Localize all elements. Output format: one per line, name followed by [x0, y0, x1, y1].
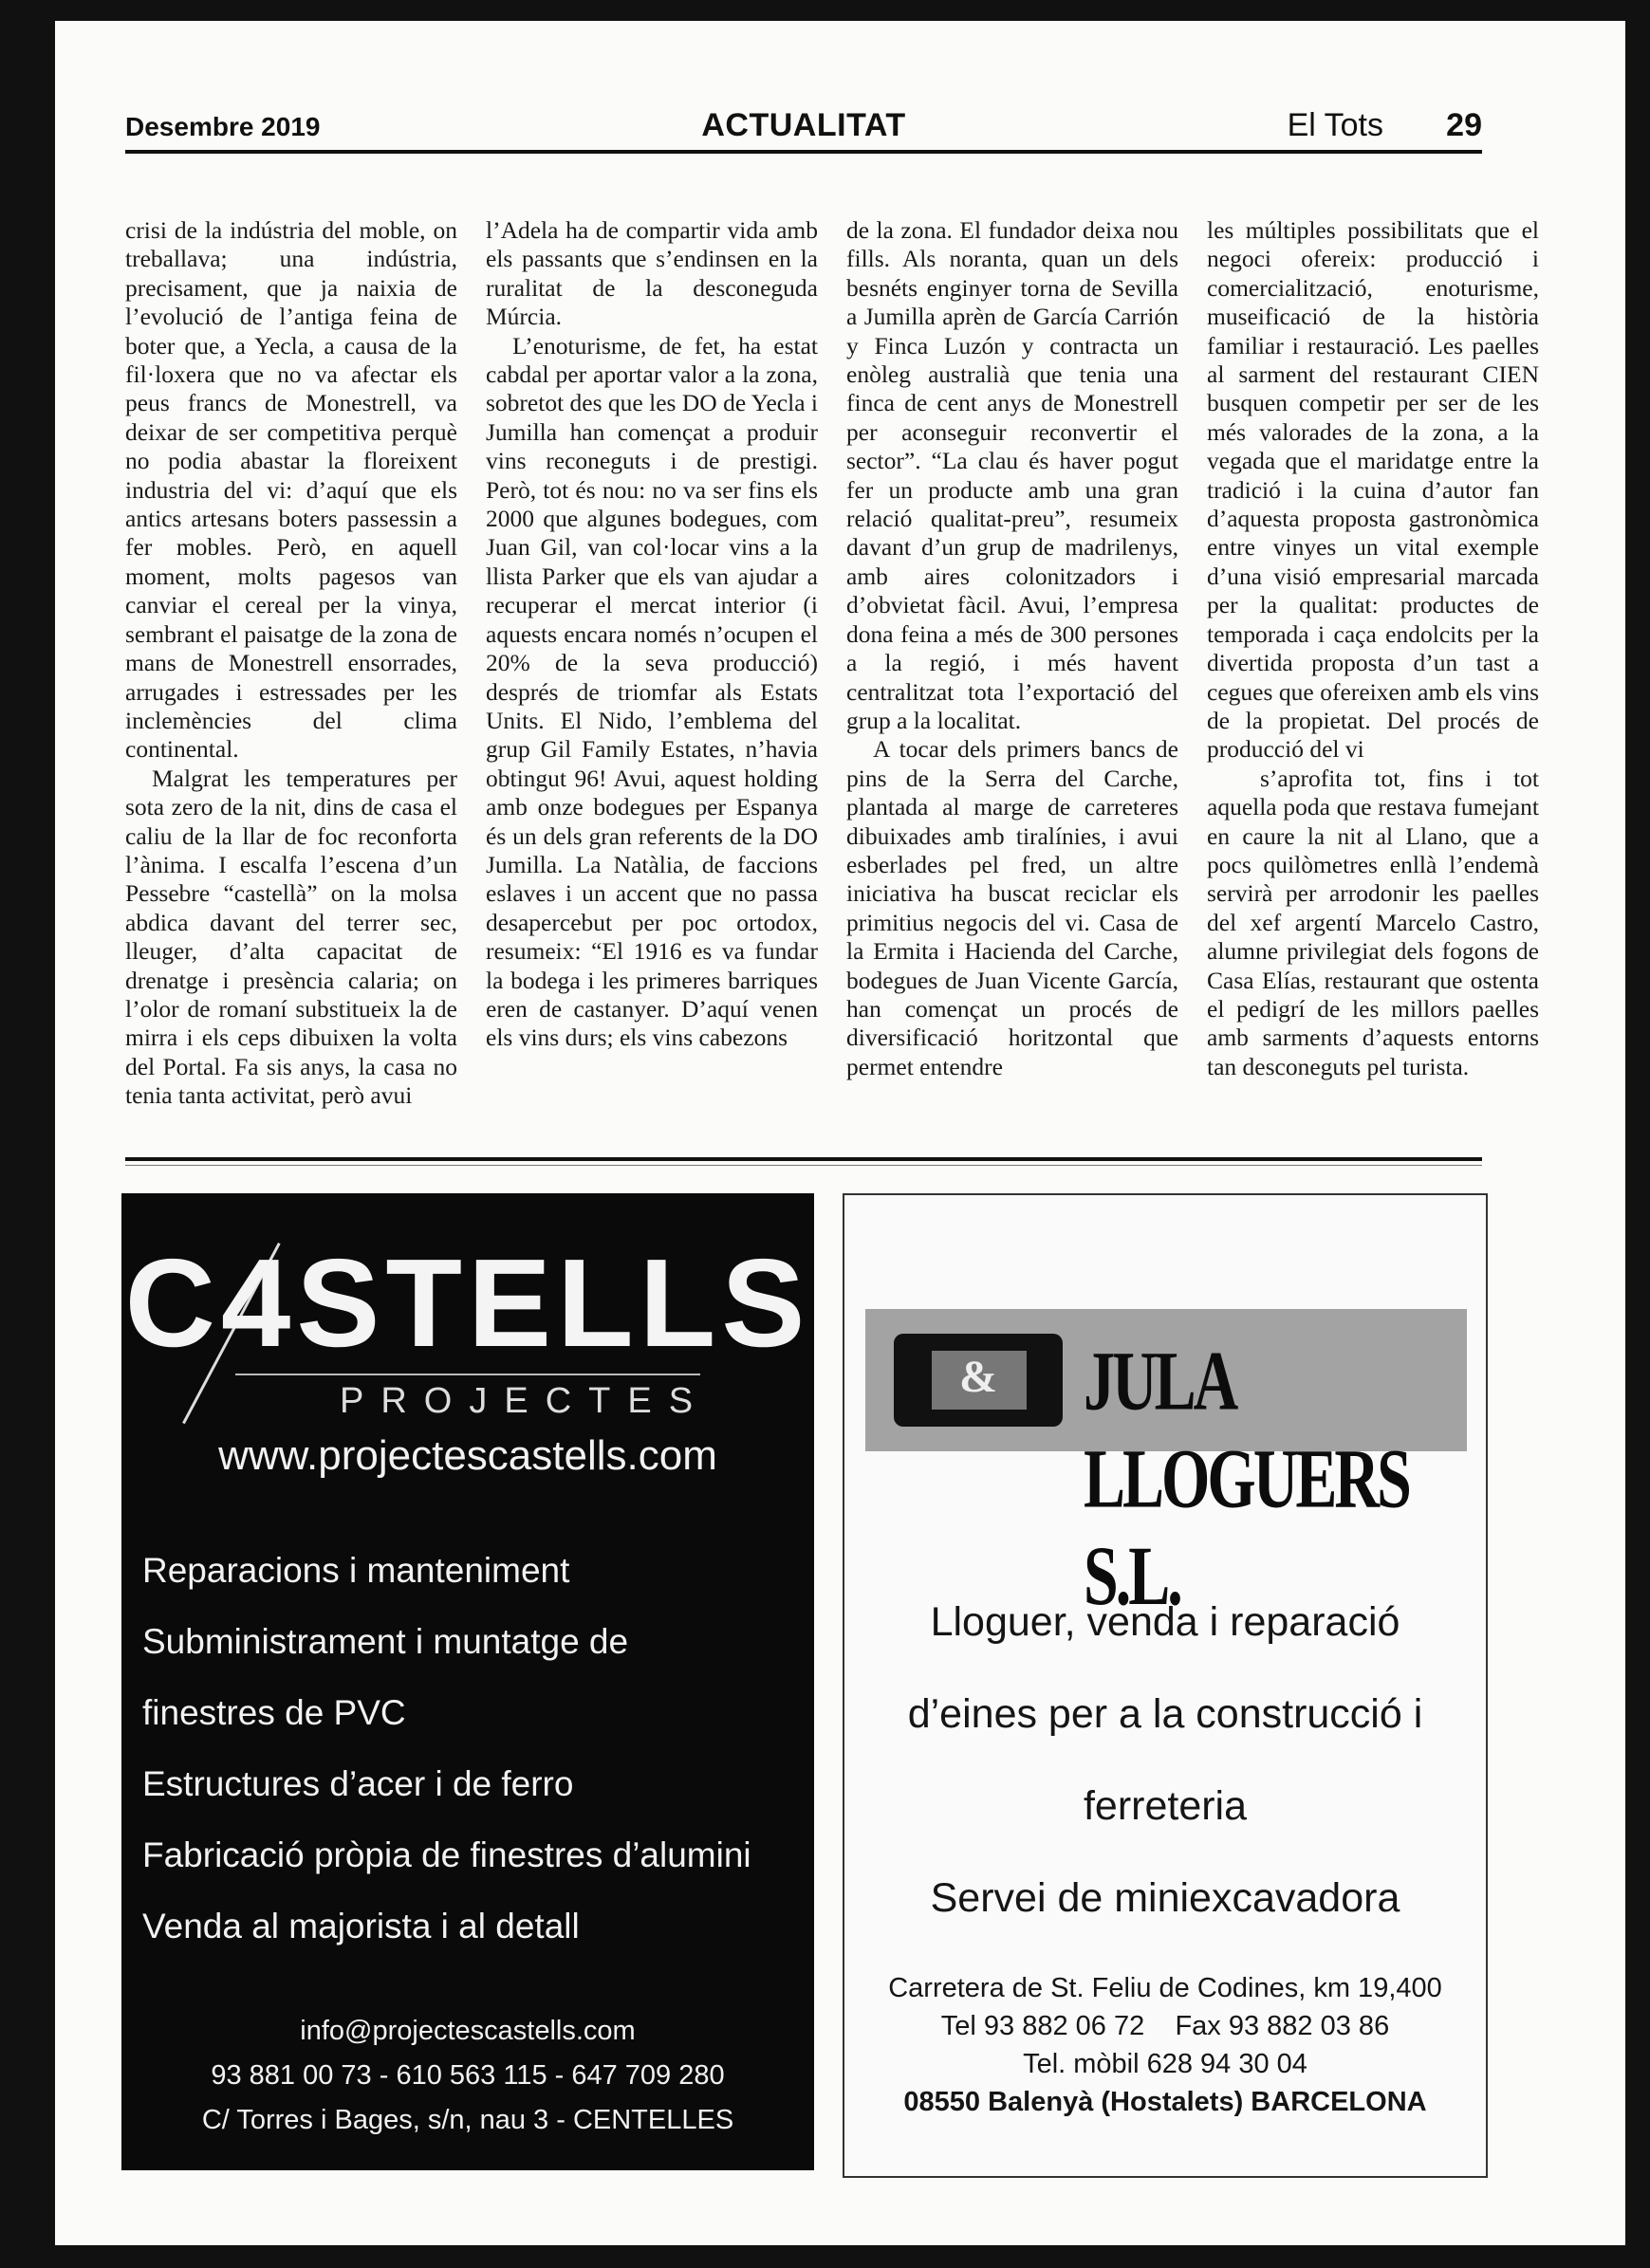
logo-underline	[235, 1374, 700, 1375]
service-item: Subministrament i muntatge de	[142, 1622, 629, 1661]
jula-phone-fax: Tel 93 882 06 72 Fax 93 882 03 86	[940, 2011, 1390, 2041]
paragraph: l’Adela ha de compartir vida amb els passants que s’endinsen en la ruralitat de la desconeguda Múrcia.	[486, 216, 818, 331]
paragraph: de la zona. El fundador deixa nou fills. Als noranta, quan un dels besnéts enginyer torna de Sevilla a Jumilla aprèn de García Carrión y Finca Luzón y contracta un enòleg australià que tenia una finca de cent anys de Monestrell per aconseguir reconvertir el sector”. “La clau és haver pogut fer un producte amb una gran relació qualitat-preu”, resumeix davant d’un grup de madrilenys, amb aires colonitzadors i d’obvietat fàcil. Avui, l’empresa dona feina a més de 300 persones a la regió, i més havent centralitzat tota l’exportació del grup a la localitat.	[846, 216, 1178, 734]
service-item: finestres de PVC	[142, 1693, 406, 1732]
service-line: d’eines per a la construcció i	[907, 1691, 1423, 1737]
castells-advertisement	[121, 1193, 814, 2170]
jula-address: Carretera de St. Feliu de Codines, km 19,400	[888, 1973, 1442, 2003]
jula-logo-icon	[894, 1334, 1063, 1427]
service-line: Lloguer, venda i reparació	[930, 1599, 1400, 1645]
page-number: 29	[1446, 107, 1482, 143]
service-item: Estructures d’acer i de ferro	[142, 1764, 574, 1803]
header-rule	[125, 150, 1482, 154]
section-title: ACTUALITAT	[701, 107, 906, 143]
article-column-2	[486, 216, 818, 1146]
jula-brand-name: JULA LLOGUERS S.L.	[1084, 1335, 1409, 1624]
service-item: Venda al majorista i al detall	[142, 1907, 580, 1945]
jula-advertisement	[843, 1193, 1488, 2178]
jula-city: 08550 Balenyà (Hostalets) BARCELONA	[903, 2087, 1427, 2117]
service-line: Servei de miniexcavadora	[930, 1875, 1400, 1921]
castells-email: info@projectescastells.com	[300, 2016, 636, 2046]
ampersand-glyph: &	[959, 1352, 997, 1402]
service-line: ferreteria	[1083, 1783, 1248, 1829]
article-column-1	[125, 216, 457, 1146]
paragraph: s’aprofita tot, fins i tot aquella poda que restava fumejant en caure la nit al Llano, que a pocs quilòmetres enllà l’endemà servirà per arrodonir les paelles del xef argentí Marcelo Castro, alumne privilegiat dels fogons de Casa Elías, restaurant que ostenta el pedigrí de les millors paelles amb sarments d’aquests entorns tan desconeguts pel turista.	[1207, 764, 1539, 1080]
service-item: Fabricació pròpia de finestres d’alumini	[142, 1835, 751, 1874]
magazine-page	[55, 21, 1625, 2245]
castells-address: C/ Torres i Bages, s/n, nau 3 - CENTELLES	[201, 2105, 734, 2135]
section-divider-thin	[125, 1165, 1482, 1166]
jula-services	[844, 1594, 1486, 1962]
jula-contact	[844, 1969, 1486, 2121]
paragraph: L’enoturisme, de fet, ha estat cabdal per aportar valor a la zona, sobretot des que les DO de Yecla i Jumilla han començat a produir vins reconeguts i de prestigi. Però, tot és nou: no va ser fins els 2000 que algunes bodegues, com Juan Gil, van col·locar vins a la llista Parker que els van ajudar a recuperar el mercat interior (i aquests encara només n’ocupen el 20% de la seva producció) després de triomfar als Estats Units. El Nido, l’emblema del grup Gil Family Estates, n’havia obtingut 96! Avui, aquest holding amb onze bodegues per Espanya és un dels gran referents de la DO Jumilla. La Natàlia, de faccions eslaves i un accent que no passa desapercebut per poc ortodox, resumeix: “El 1916 es va fundar la bodega i les primeres barriques eren de castanyer. D’aquí venen els vins durs; els vins cabezons	[486, 331, 818, 1052]
paragraph: les múltiples possibilitats que el negoci ofereix: producció i comercialització, enoturisme, museificació de la història familiar i restauració. Les paelles al sarment del restaurant CIEN busquen competir per ser de les més valorades de la zona, a la vegada que el maridatge entre la tradició i la cuina d’autor fan d’aquesta proposta gastronòmica entre vinyes un vital exemple d’una visió empresarial marcada per la qualitat: productes de temporada i caça endolcits per la divertida proposta d’un tast a cegues que ofereixen amb els vins de la propietat. Del procés de producció del vi	[1207, 216, 1539, 764]
castells-logo: C4STELLS	[124, 1233, 811, 1373]
castells-logo-subtitle: PROJECTES	[340, 1381, 711, 1421]
article-column-4	[1207, 216, 1539, 1146]
jula-mobile: Tel. mòbil 628 94 30 04	[1023, 2049, 1307, 2079]
service-item: Reparacions i manteniment	[142, 1551, 570, 1590]
page-header	[125, 93, 1482, 148]
issue-date: Desembre 2019	[125, 112, 321, 141]
paragraph: A tocar dels primers bancs de pins de la Serra del Carche, plantada al marge de carreteres dibuixades amb tiralínies, i avui esberlades pel fred, un altre iniciativa ha buscat reciclar els primitius negocis del vi. Casa de la Ermita i Hacienda del Carche, bodegues de Juan Vicente García, han començat un procés de diversificació horitzontal que permet entendre	[846, 735, 1178, 1080]
section-divider	[125, 1157, 1482, 1161]
castells-phones: 93 881 00 73 - 610 563 115 - 647 709 280	[211, 2060, 725, 2091]
castells-website: www.projectescastells.com	[218, 1432, 717, 1479]
castells-contact	[121, 2009, 814, 2143]
paragraph: Malgrat les temperatures per sota zero de la nit, dins de casa el caliu de la llar de foc reconforta l’ànima. I escalfa l’escena d’un Pessebre “castellà” on la molsa abdica davant del terrer sec, lleuger, d’alta capacitat de drenatge i presència calaria; on l’olor de romaní substitueix la de mirra i els ceps dibuixen la volta del Portal. Fa sis anys, la casa no tenia tanta activitat, però avui	[125, 764, 457, 1110]
paragraph: crisi de la indústria del moble, on treballava; una indústria, precisament, que ja naixia de l’evolució de l’antiga feina de boter que, a Yecla, a causa de la fil·loxera que no va afectar els peus francs de Monestrell, va deixar de ser competitiva perquè no podia abastar la floreixent industria del vi: d’aquí que els antics artesans boters passessin a fer mobles. Però, en aquell moment, molts pagesos van canviar el cereal per la vinya, sembrant el paisatge de la zona de mans de Monestrell ensorrades, arrugades i estressades per les inclemències del clima continental.	[125, 216, 457, 764]
publication-name: El Tots	[1287, 107, 1383, 143]
castells-services-list	[142, 1535, 797, 1962]
article-column-3	[846, 216, 1178, 1146]
